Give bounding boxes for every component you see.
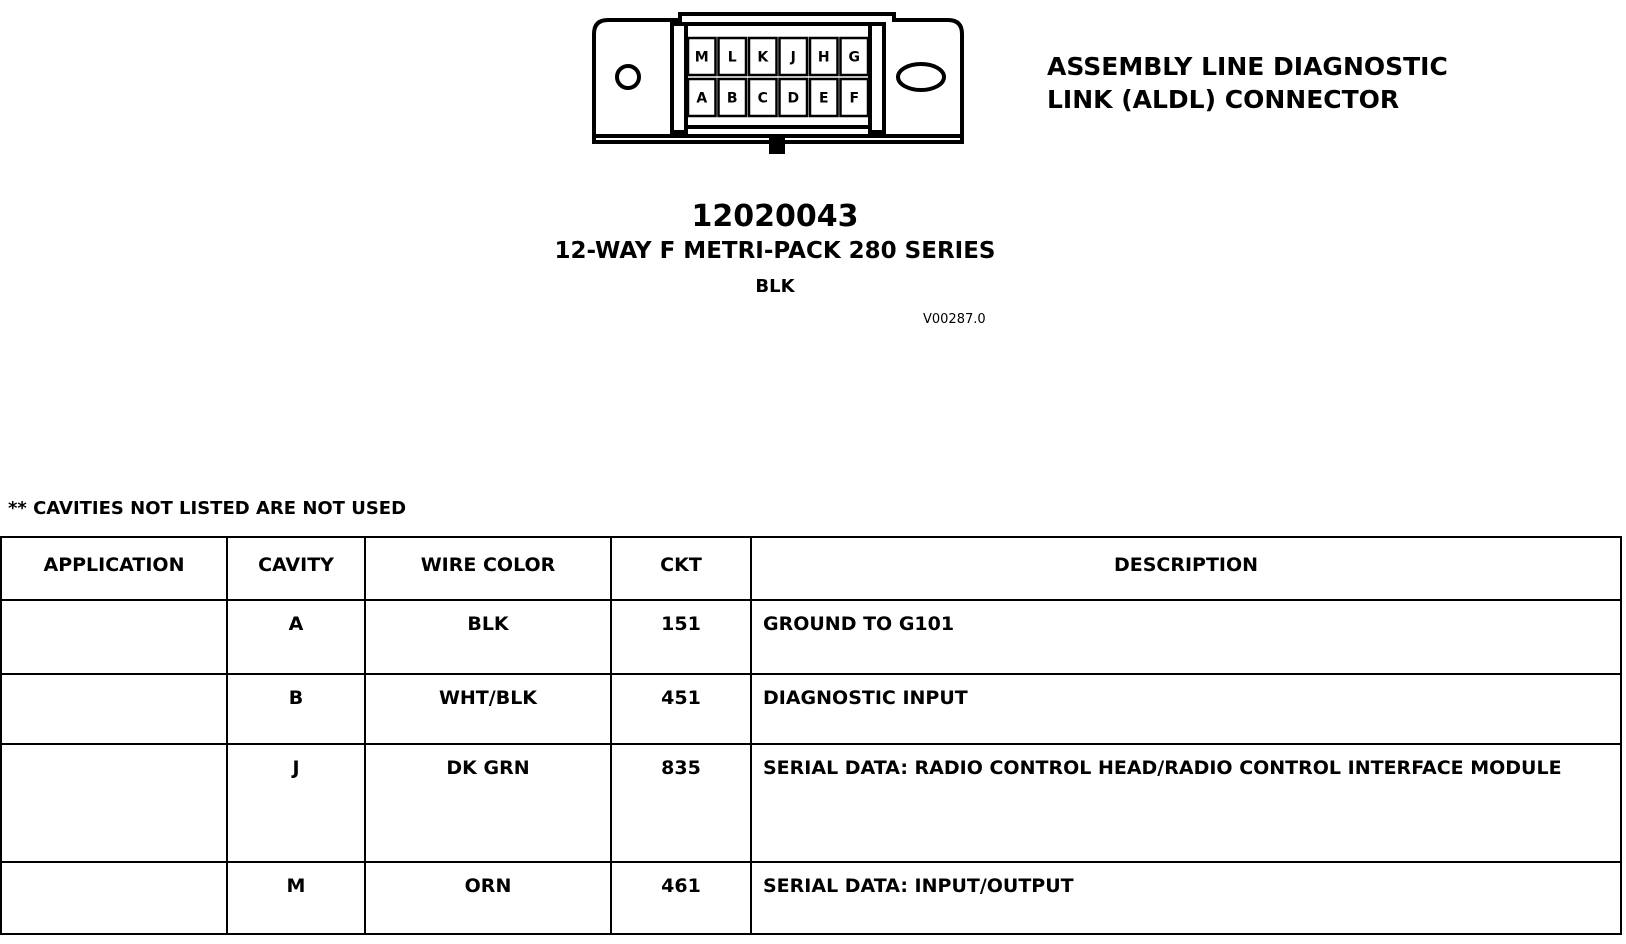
cell-description: SERIAL DATA: INPUT/OUTPUT (751, 862, 1621, 934)
table-row (1, 674, 1621, 744)
connector-title-line2: LINK (ALDL) CONNECTOR (1047, 85, 1400, 114)
cavity-label-j: J (790, 49, 796, 66)
table-row (1, 600, 1621, 674)
connector-title (1047, 50, 1448, 116)
cavity-label-f: F (849, 90, 860, 107)
part-description: 12-WAY F METRI-PACK 280 SERIES (554, 238, 996, 264)
cavity-label-b: B (726, 90, 738, 107)
cell-ckt: 461 (611, 862, 751, 934)
pinout-table (0, 536, 1622, 935)
cell-description: SERIAL DATA: RADIO CONTROL HEAD/RADIO CONTROL INTERFACE MODULE (751, 744, 1621, 862)
cavity-grid (688, 38, 868, 116)
cavity-label-m: M (694, 49, 709, 66)
header-wire-color: WIRE COLOR (365, 537, 611, 600)
cell-application (1, 862, 227, 934)
cavity-label-k: K (757, 49, 769, 66)
mounting-hole-left (617, 66, 639, 88)
table-header-row (1, 537, 1621, 600)
cell-description: DIAGNOSTIC INPUT (751, 674, 1621, 744)
cell-wire-color: BLK (365, 600, 611, 674)
cavity-label-c: C (757, 90, 768, 107)
cell-ckt: 451 (611, 674, 751, 744)
connector-title-line1: ASSEMBLY LINE DIAGNOSTIC (1047, 52, 1448, 81)
cell-cavity: B (227, 674, 365, 744)
cavity-label-h: H (817, 49, 830, 66)
cavity-label-d: D (787, 90, 800, 107)
cell-ckt: 151 (611, 600, 751, 674)
header-cavity: CAVITY (227, 537, 365, 600)
cell-cavity: M (227, 862, 365, 934)
figure-code: V00287.0 (923, 312, 986, 327)
table-row (1, 744, 1621, 862)
connector-color: BLK (755, 276, 795, 297)
cell-wire-color: DK GRN (365, 744, 611, 862)
header-application: APPLICATION (1, 537, 227, 600)
header-ckt: CKT (611, 537, 751, 600)
connector-housing (594, 14, 962, 142)
cell-wire-color: ORN (365, 862, 611, 934)
cell-cavity: A (227, 600, 365, 674)
cell-application (1, 600, 227, 674)
cell-wire-color: WHT/BLK (365, 674, 611, 744)
cavity-label-a: A (696, 90, 708, 107)
cell-cavity: J (227, 744, 365, 862)
table-row (1, 862, 1621, 934)
part-number: 12020043 (691, 199, 859, 234)
cell-description: GROUND TO G101 (751, 600, 1621, 674)
mounting-hole-right (898, 64, 944, 90)
cell-application (1, 674, 227, 744)
locking-tab (771, 136, 783, 152)
cavity-label-g: G (848, 49, 860, 66)
cell-ckt: 835 (611, 744, 751, 862)
header-description: DESCRIPTION (751, 537, 1621, 600)
unused-cavities-note: ** CAVITIES NOT LISTED ARE NOT USED (8, 498, 407, 519)
cell-application (1, 744, 227, 862)
cavity-label-e: E (818, 90, 829, 107)
cavity-label-l: L (727, 49, 737, 66)
